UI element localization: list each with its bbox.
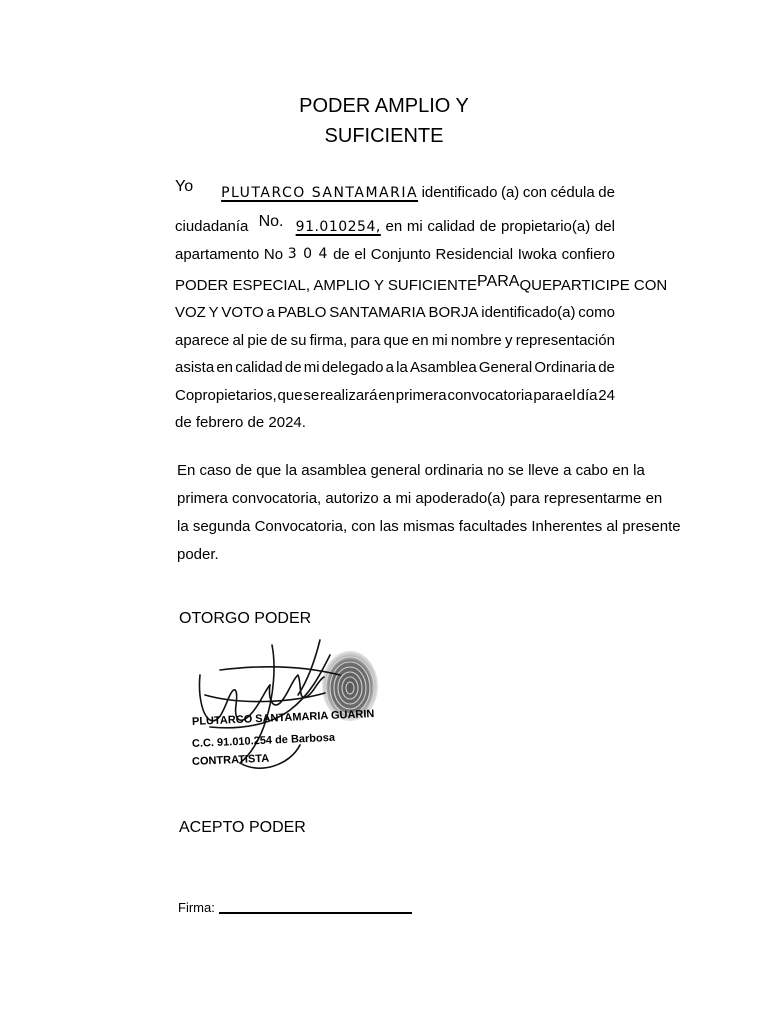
stamp-id: C.C. 91.010.254 de Barbosa xyxy=(191,731,336,750)
word: de xyxy=(479,218,497,235)
grant-heading: OTORGO PODER xyxy=(179,610,312,627)
word: delegado xyxy=(321,359,384,376)
yo-label: Yo xyxy=(175,178,194,195)
word: el xyxy=(564,387,576,404)
signature-label: Firma: xyxy=(178,900,215,915)
word: para xyxy=(533,387,564,404)
document-title-line-1: PODER AMPLIO Y xyxy=(299,95,469,117)
no-label: No. xyxy=(258,213,284,230)
para-label: PARA xyxy=(477,273,520,290)
word: de xyxy=(270,332,288,349)
stamp-role: CONTRATISTA xyxy=(191,752,270,768)
word: de xyxy=(598,184,615,201)
paragraph-1-line-3 xyxy=(175,246,615,263)
stamp-name: PLUTARCO SANTAMARIA GUARIN xyxy=(191,708,375,728)
word: mi xyxy=(406,218,423,235)
word: en xyxy=(216,359,234,376)
word: primera xyxy=(395,387,447,404)
word: la xyxy=(396,359,408,376)
word: representación xyxy=(515,332,615,349)
word: Iwoka xyxy=(517,246,557,263)
paragraph-1-line-1 xyxy=(175,178,615,202)
word: PODER ESPECIAL, AMPLIO Y SUFICIENTE xyxy=(175,277,478,294)
attorney-surname-1: SANTAMARIA xyxy=(329,304,426,321)
word: a xyxy=(385,359,394,376)
word: Copropietarios, xyxy=(175,387,277,404)
word: firma, xyxy=(309,332,348,349)
word: de xyxy=(284,359,302,376)
word: apartamento xyxy=(175,246,260,263)
word: General xyxy=(478,359,533,376)
word: en xyxy=(411,332,429,349)
paragraph-1-line-7 xyxy=(175,359,615,376)
word: su xyxy=(290,332,307,349)
grantor-name: PLUTARCO SANTAMARIA xyxy=(221,185,419,201)
word: No xyxy=(263,246,284,263)
document-title-line-2: SUFICIENTE xyxy=(324,125,444,147)
word: asista xyxy=(175,359,215,376)
word: al xyxy=(232,332,245,349)
paragraph-1-line-2 xyxy=(175,213,615,236)
paragraph-2-line-1: En caso de que la asamblea general ordinaria no se lleve a cabo en la xyxy=(177,462,645,479)
word: se xyxy=(303,387,320,404)
paragraph-1-line-9: de febrero de 2024. xyxy=(175,414,306,431)
word: identificado(a) xyxy=(481,304,576,321)
paragraph-1-line-5 xyxy=(175,304,615,321)
paragraph-2-line-2: primera convocatoria, autorizo a mi apoderado(a) para representarme en xyxy=(177,490,663,507)
word: realizará xyxy=(319,387,378,404)
paragraph-1-line-6 xyxy=(175,332,615,349)
word: ciudadanía xyxy=(175,218,249,235)
word: Y xyxy=(208,304,219,321)
word: Ordinaria xyxy=(534,359,597,376)
word: 24 xyxy=(598,387,615,404)
word: pie xyxy=(247,332,268,349)
paragraph-1-line-8 xyxy=(175,387,615,404)
word: (a) xyxy=(500,184,520,201)
attorney-surname-2: BORJA xyxy=(428,304,479,321)
id-number: 91.010254, xyxy=(295,219,381,235)
word: cédula xyxy=(550,184,595,201)
word: calidad xyxy=(427,218,475,235)
word: mi xyxy=(303,359,320,376)
word: el xyxy=(354,246,367,263)
word: aparece xyxy=(175,332,230,349)
word: QUEPARTICIPE CON xyxy=(519,277,668,294)
paragraph-1-line-4 xyxy=(175,273,668,295)
word: a xyxy=(266,304,275,321)
word: identificado xyxy=(421,184,498,201)
word: de xyxy=(598,359,615,376)
word: del xyxy=(594,218,615,235)
word: Asamblea xyxy=(409,359,477,376)
word: VOZ xyxy=(175,304,206,321)
word: en xyxy=(378,387,395,404)
apartment-number: 3 0 4 xyxy=(287,246,329,262)
word: convocatoria xyxy=(447,387,533,404)
word: mi xyxy=(431,332,448,349)
word: de xyxy=(333,246,350,263)
word: VOTO xyxy=(221,304,264,321)
paragraph-2-line-4: poder. xyxy=(177,546,219,563)
word: como xyxy=(578,304,615,321)
accept-heading: ACEPTO PODER xyxy=(179,819,306,836)
word: Conjunto xyxy=(370,246,431,263)
word: en xyxy=(385,218,403,235)
word: y xyxy=(504,332,513,349)
word: Residencial xyxy=(435,246,514,263)
word: para xyxy=(350,332,381,349)
word: que xyxy=(277,387,303,404)
paragraph-2-line-3: la segunda Convocatoria, con las mismas facultades Inherentes al presente xyxy=(177,518,681,535)
word: calidad xyxy=(235,359,283,376)
word: confiero xyxy=(561,246,615,263)
word: con xyxy=(522,184,548,201)
word: que xyxy=(383,332,409,349)
word: día xyxy=(576,387,598,404)
word: propietario(a) xyxy=(501,218,591,235)
signature-line[interactable] xyxy=(219,912,412,914)
attorney-first-name: PABLO xyxy=(277,304,327,321)
word: nombre xyxy=(450,332,502,349)
